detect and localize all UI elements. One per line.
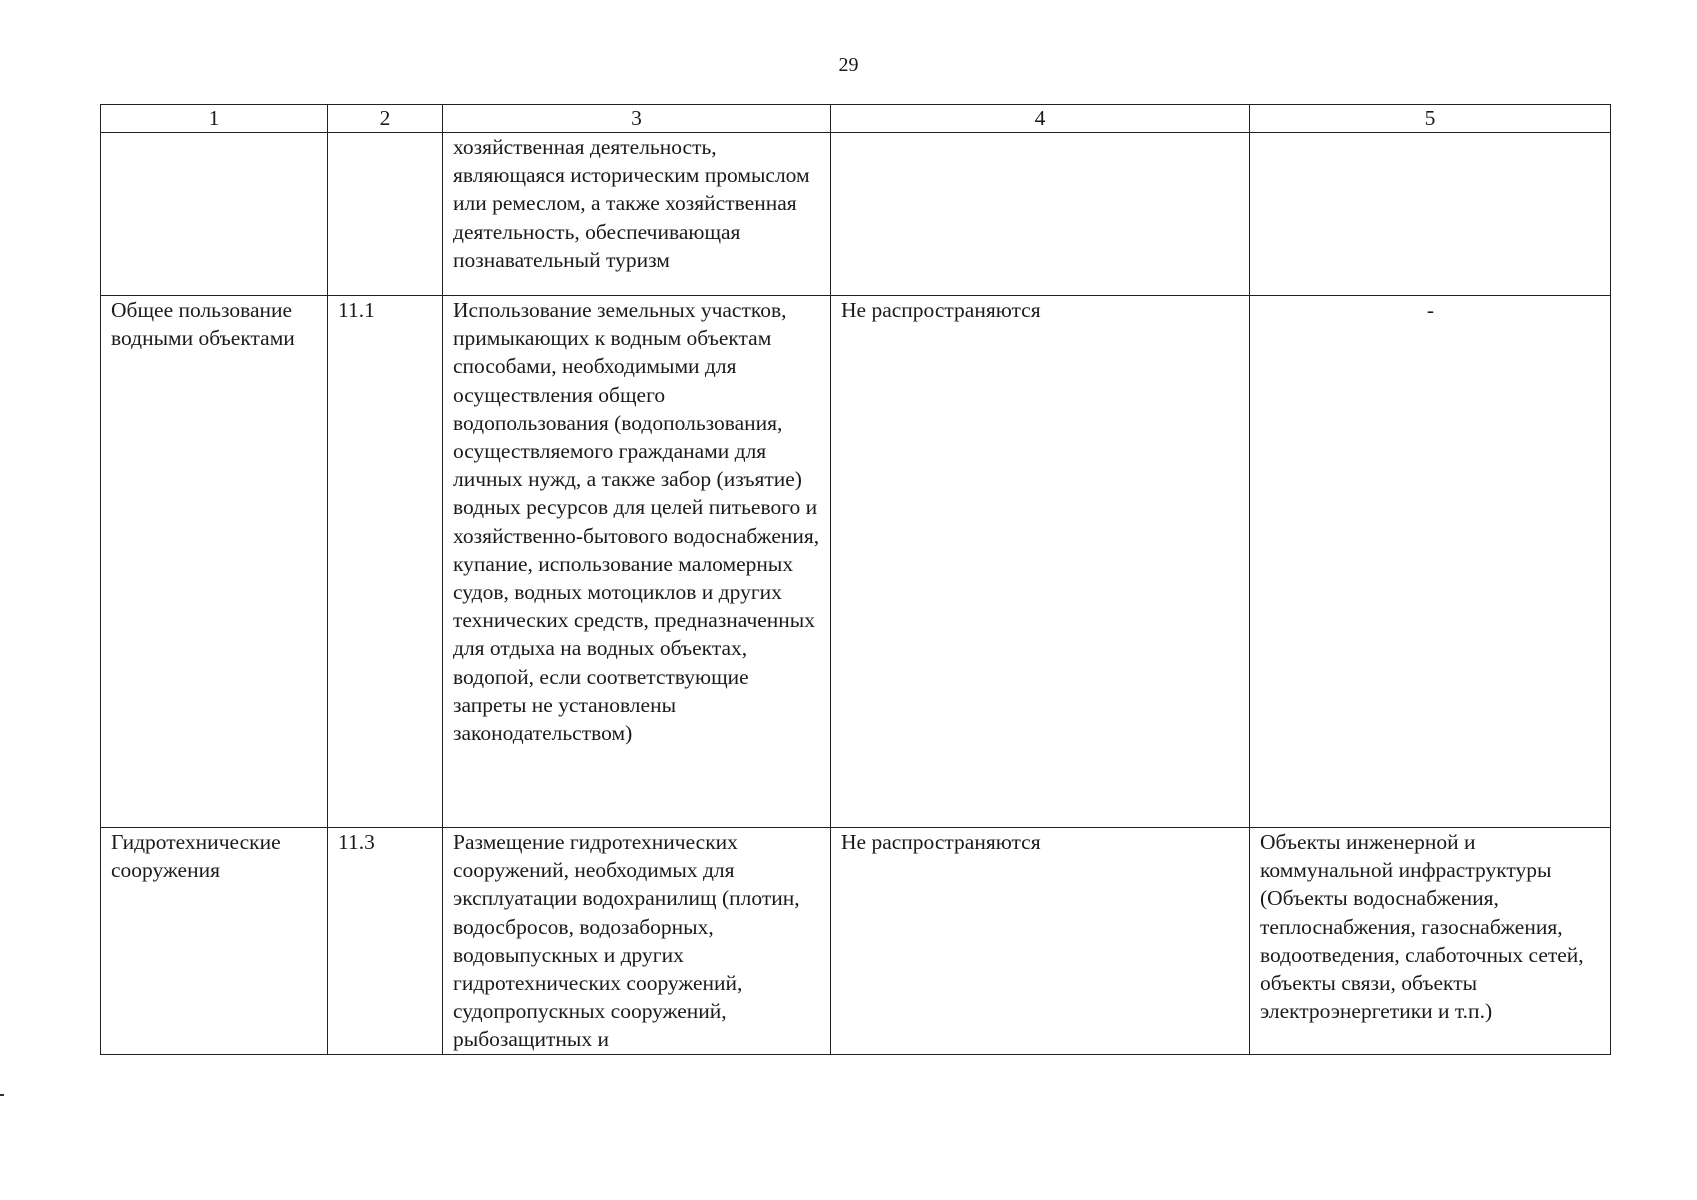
use-type-name: Гидротехнические сооружения: [101, 828, 328, 1055]
table-row: [101, 133, 1611, 296]
use-type-col5: Объекты инженерной и коммунальной инфраструктуры (Объекты водоснабжения, теплоснабжения, газоснабжения, водоотведения, слаботочных сетей, объекты связи, объекты электроэнергетики и т.п.): [1250, 828, 1611, 1055]
use-type-col4: Не распространяются: [831, 828, 1250, 1055]
header-cell-5: 5: [1250, 105, 1611, 133]
use-type-name: [101, 133, 328, 296]
use-type-col5: [1250, 133, 1611, 296]
use-type-name: Общее пользование водными объектами: [101, 296, 328, 828]
page-number: 29: [838, 54, 859, 76]
use-type-description: Размещение гидротехнических сооружений, необходимых для эксплуатации водохранилищ (плотин, водосбросов, водозаборных, водовыпускных и других гидротехнических сооружений, судопропускных сооружений, рыбозащитных и: [443, 828, 831, 1055]
header-cell-2: 2: [328, 105, 443, 133]
use-type-code: 11.3: [328, 828, 443, 1055]
scan-mark: [0, 1094, 4, 1096]
use-type-code: 11.1: [328, 296, 443, 828]
table-row: [101, 828, 1611, 1055]
use-type-col4: Не распространяются: [831, 296, 1250, 828]
use-type-description: хозяйственная деятельность, являющаяся историческим промыслом или ремеслом, а также хозяйственная деятельность, обеспечивающая познавательный туризм: [443, 133, 831, 296]
table-row: [101, 296, 1611, 828]
use-type-col4: [831, 133, 1250, 296]
header-cell-1: 1: [101, 105, 328, 133]
header-cell-3: 3: [443, 105, 831, 133]
regulations-table: [100, 104, 1611, 1055]
use-type-description: Использование земельных участков, примыкающих к водным объектам способами, необходимыми для осуществления общего водопользования (водопользования, осуществляемого гражданами для личных нужд, а также забор (изъятие) водных ресурсов для целей питьевого и хозяйственно-бытового водоснабжения, купание, использование маломерных судов, водных мотоциклов и других технических средств, предназначенных для отдыха на водных объектах, водопой, если соответствующие запреты не установлены законодательством): [443, 296, 831, 828]
use-type-col5: -: [1250, 296, 1611, 828]
header-cell-4: 4: [831, 105, 1250, 133]
use-type-code: [328, 133, 443, 296]
table-header-row: [101, 105, 1611, 133]
